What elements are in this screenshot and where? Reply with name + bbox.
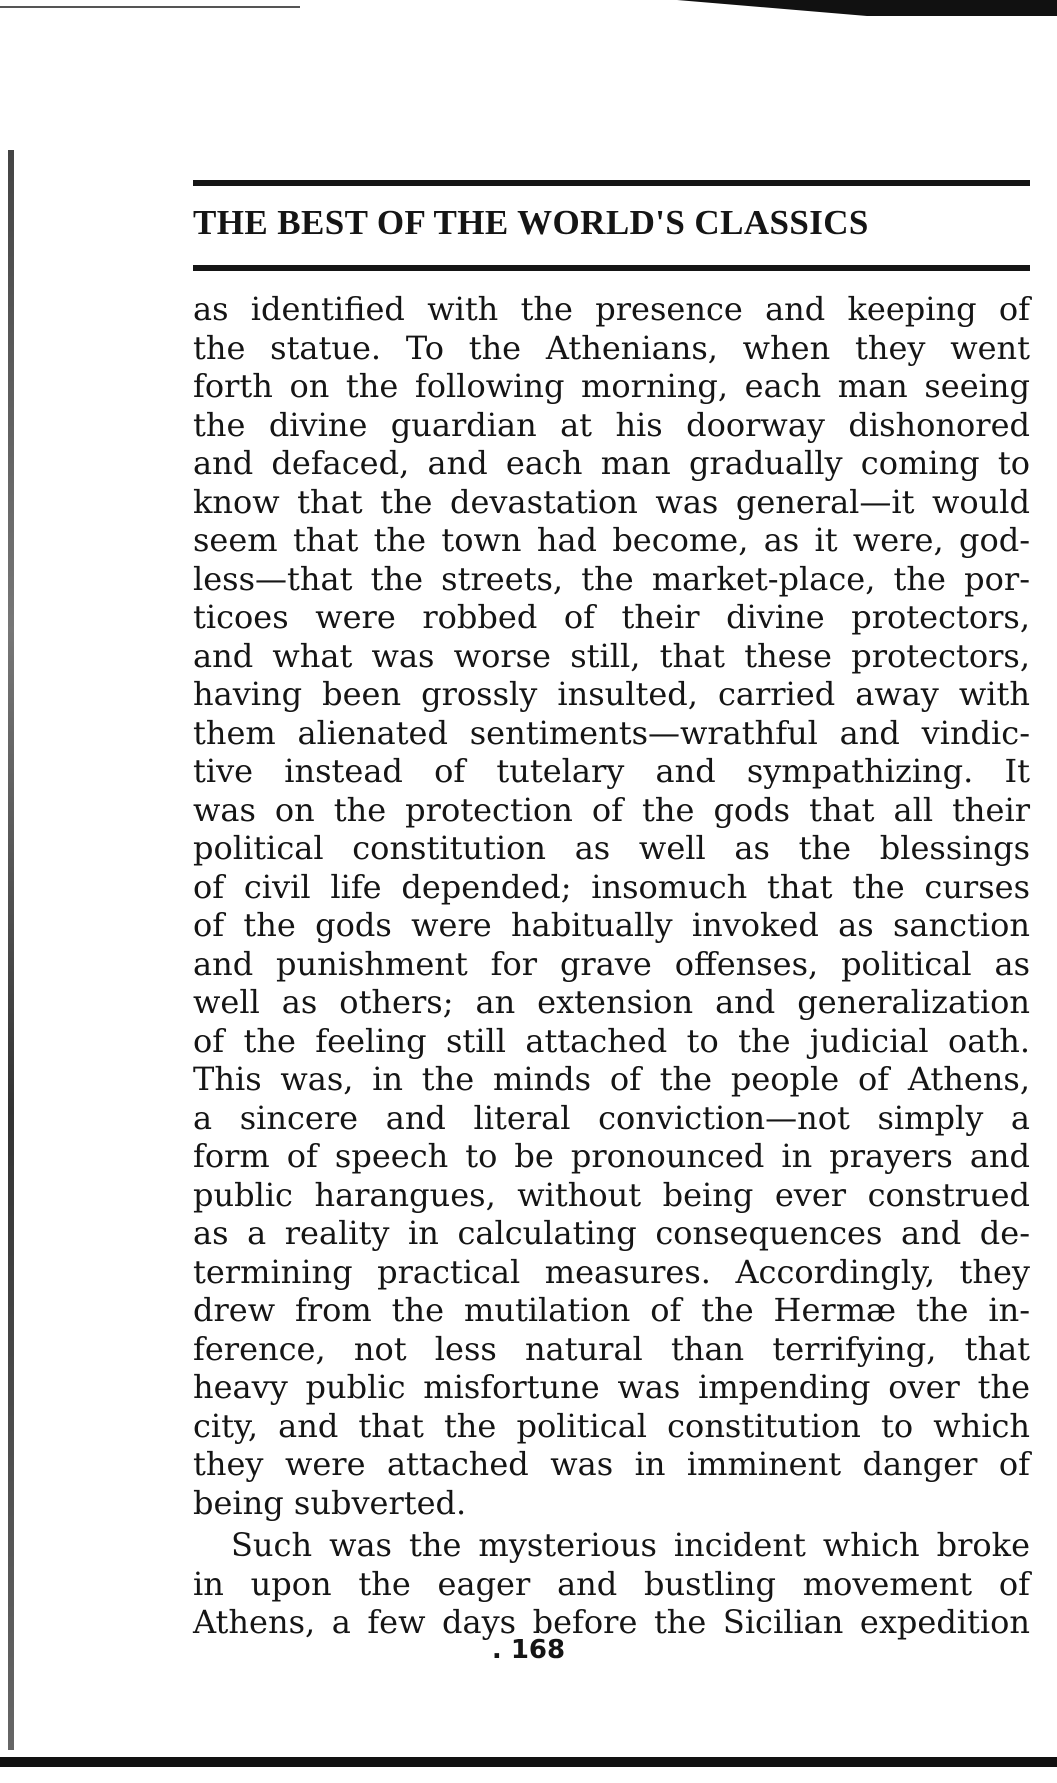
text-line: and punishment for grave offenses, political as [193, 944, 1030, 983]
text-line: them alienated sentiments—wrathful and vindic- [193, 713, 1030, 752]
header-rule-bottom [193, 265, 1030, 271]
text-line: as a reality in calculating consequences and de- [193, 1214, 1030, 1252]
text-line: of the feeling still attached to the judicial oath. [193, 1021, 1030, 1060]
text-line: less—that the streets, the market-place, the por- [193, 559, 1030, 598]
page-spine-shadow [8, 150, 14, 1750]
body-text [193, 290, 1030, 1642]
text-line: having been grossly insulted, carried away with [193, 675, 1030, 713]
text-line: as identified with the presence and keeping of [193, 290, 1030, 328]
text-line: being subverted. [193, 1483, 467, 1522]
text-line: they were attached was in imminent danger of [193, 1445, 1030, 1483]
text-line: and what was worse still, that these protectors, [193, 636, 1030, 675]
text-line: ticoes were robbed of their divine protectors, [193, 598, 1030, 636]
text-line: public harangues, without being ever construed [193, 1175, 1030, 1214]
paragraph-1 [193, 290, 1030, 1522]
text-line: well as others; an extension and generalization [193, 983, 1030, 1021]
text-line: tive instead of tutelary and sympathizing. It [193, 752, 1030, 790]
text-line: political constitution as well as the blessings [193, 829, 1030, 867]
text-line: forth on the following morning, each man seeing [193, 367, 1030, 405]
text-line: of the gods were habitually invoked as sanction [193, 906, 1030, 944]
text-line: and defaced, and each man gradually coming to [193, 444, 1030, 482]
text-line: Athens, a few days before the Sicilian expedition [193, 1603, 1030, 1641]
text-line: the statue. To the Athenians, when they went [193, 328, 1030, 367]
top-corner-mark [677, 0, 1057, 16]
text-line: This was, in the minds of the people of Athens, [193, 1060, 1030, 1098]
running-head: THE BEST OF THE WORLD'S CLASSICS [193, 203, 869, 242]
text-line: heavy public misfortune was impending over the [193, 1368, 1030, 1406]
text-line: termining practical measures. Accordingly, they [193, 1252, 1030, 1291]
text-line: Such was the mysterious incident which broke [231, 1526, 1030, 1564]
text-line: seem that the town had become, as it were, god- [193, 521, 1030, 559]
bottom-edge-rule [0, 1757, 1057, 1767]
text-line: a sincere and literal conviction—not simply a [193, 1098, 1030, 1137]
paragraph-2 [193, 1526, 1030, 1642]
text-line: in upon the eager and bustling movement of [193, 1564, 1030, 1603]
text-line: know that the devastation was general—it would [193, 482, 1030, 521]
text-line: form of speech to be pronounced in prayers and [193, 1137, 1030, 1175]
page-number-value: 168 [510, 1635, 566, 1665]
text-line: the divine guardian at his doorway dishonored [193, 405, 1030, 444]
text-line: drew from the mutilation of the Hermæ the in- [193, 1291, 1030, 1329]
text-line: of civil life depended; insomuch that the curses [193, 867, 1030, 906]
text-line: ference, not less natural than terrifying, that [193, 1329, 1030, 1368]
header-rule-top [193, 180, 1030, 186]
page-number: . 168 [491, 1635, 566, 1665]
text-line: city, and that the political constitution to which [193, 1406, 1030, 1445]
text-line: was on the protection of the gods that all their [193, 790, 1030, 829]
top-edge-rule [0, 6, 300, 8]
